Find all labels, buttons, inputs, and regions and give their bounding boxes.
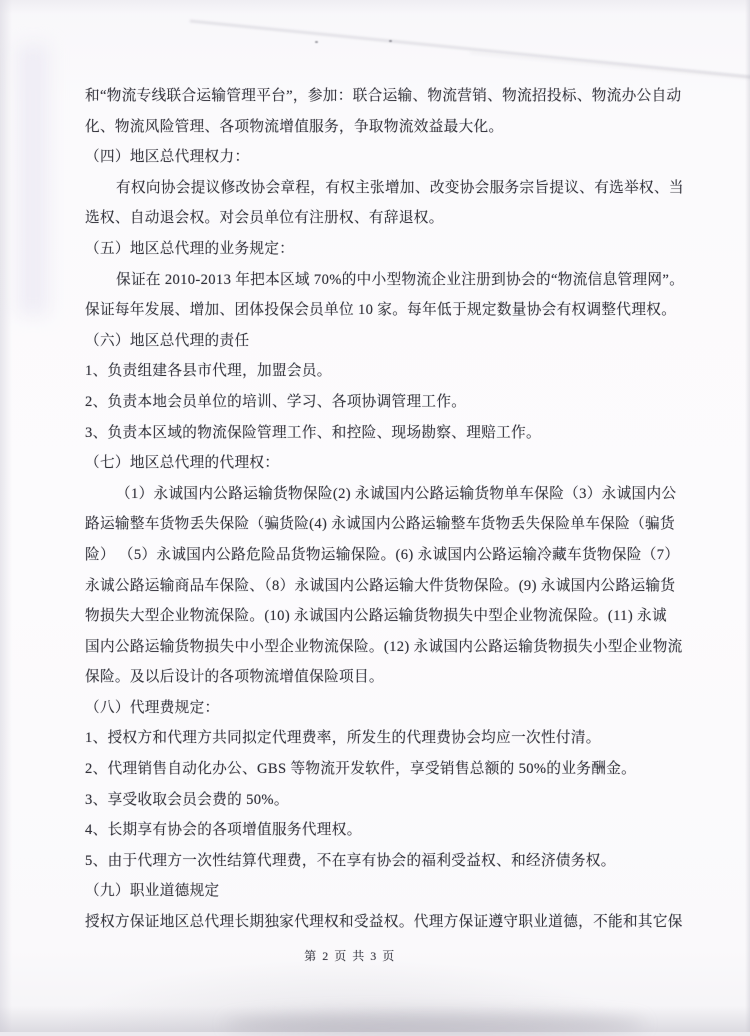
document-line: 5、由于代理方一次性结算代理费，不在享有协会的福利受益权、和经济债务权。 <box>85 852 616 869</box>
document-line: 3、负责本区域的物流保险管理工作、和控险、现场勘察、理赔工作。 <box>85 424 541 441</box>
document-line: 授权方保证地区总代理长期独家代理权和受益权。代理方保证遵守职业道德，不能和其它保 <box>85 914 683 931</box>
document-line: （六）地区总代理的责任 <box>85 332 250 349</box>
document-line: 化、物流风险管理、各项物流增值服务，争取物流效益最大化。 <box>85 118 504 135</box>
document-line: （1）永诚国内公路运输货物保险(2) 永诚国内公路运输货物单车保险（3）永诚国内公 <box>116 485 677 502</box>
document-line: （九）职业道德规定 <box>85 883 220 900</box>
scan-shadow-artifact <box>225 1012 645 1036</box>
document-line: 保证每年发展、增加、团体投保会员单位 10 家。每年低于规定数量协会有权调整代理权。 <box>85 302 677 319</box>
scan-speck-artifact <box>315 41 318 43</box>
document-line: 永诚公路运输商品车保险、（8）永诚国内公路运输大件货物保险。(9) 永诚国内公路运输货 <box>85 577 676 594</box>
document-line: 4、长期享有协会的各项增值服务代理权。 <box>85 822 362 839</box>
document-line: 选权、自动退会权。对会员单位有注册权、有辞退权。 <box>85 210 444 227</box>
document-line: （七）地区总代理的代理权： <box>85 455 280 472</box>
document-line: 路运输整车货物丢失保险（骗货险(4) 永诚国内公路运输整车货物丢失保险单车保险（骗货 <box>85 516 675 533</box>
document-line: 1、授权方和代理方共同拟定代理费率，所发生的代理费协会均应一次性付清。 <box>85 730 601 747</box>
scan-speck-artifact <box>389 40 392 42</box>
document-line: 物损失大型企业物流保险。(10) 永诚国内公路运输货物损失中型企业物流保险。(11) 永诚 <box>85 608 667 625</box>
document-line: 3、享受收取会员会费的 50%。 <box>85 791 289 808</box>
page-footer: 第 2 页 共 3 页 <box>304 949 396 963</box>
document-line: （八）代理费规定： <box>85 699 220 716</box>
document-line: 保险。及以后设计的各项物流增值保险项目。 <box>85 669 384 686</box>
document-line: 有权向协会提议修改协会章程，有权主张增加、改变协会服务宗旨提议、有选举权、当 <box>116 179 684 196</box>
scan-shading-artifact <box>18 45 48 315</box>
document-line: 2、负责本地会员单位的培训、学习、各项协调管理工作。 <box>85 393 467 410</box>
scan-crease-artifact <box>470 52 750 80</box>
document-line: 保证在 2010-2013 年把本区域 70%的中小型物流企业注册到协会的“物流信息管理网”。 <box>116 271 685 288</box>
document-line: 国内公路运输货物损失中小型企业物流保险。(12) 永诚国内公路运输货物损失小型企业物流 <box>85 638 683 655</box>
document-line: 险） （5）永诚国内公路危险品货物运输保险。(6) 永诚国内公路运输冷藏车货物保险（7） <box>85 546 680 563</box>
document-line: 和“物流专线联合运输管理平台”，参加：联合运输、物流营销、物流招投标、物流办公自动 <box>85 88 682 104</box>
document-line: （五）地区总代理的业务规定： <box>85 240 295 257</box>
document-line: 2、代理销售自动化办公、GBS 等物流开发软件，享受销售总额的 50%的业务酬金。 <box>85 761 637 778</box>
document-line: 1、负责组建各县市代理，加盟会员。 <box>85 363 332 380</box>
document-body <box>85 81 701 938</box>
document-line: （四）地区总代理权力： <box>85 149 250 166</box>
